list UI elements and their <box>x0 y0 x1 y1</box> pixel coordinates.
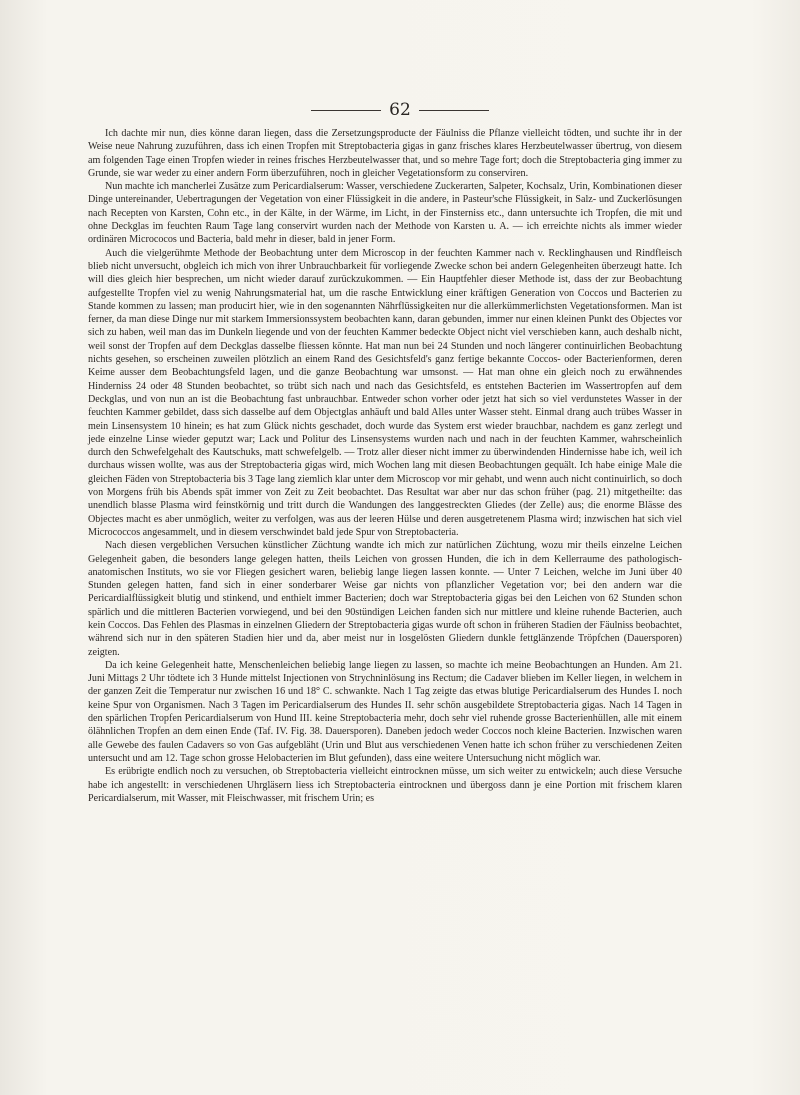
paragraph: Nach diesen vergeblichen Versuchen künstlicher Züchtung wandte ich mich zur natürlichen Züchtung, wozu mir theils einzelne Leichen Gelegenheit gaben, die besonders lange gelegen hatten, theils Leichen von grossen Hunden, die ich in dem Kellerraume des pathologisch-anatomischen Instituts, wo sie vor Fliegen gesichert waren, beliebig lange liegen lassen konnte. — Unter 7 Leichen, welche im Juni über 40 Stunden gelegen hatten, fand sich in einer sonderbarer Weise gar nichts von pflanzlicher Vegetation vor; bei den andern war die Pericardialflüssigkeit blutig und stinkend, und enthielt immer Bacterien; doch war Streptobacteria gigas bei den Leichen von 62 Stunden schon spärlich und die mittleren Bacterien vorwiegend, und bei den 90stündigen Leichen fanden sich nur mittlere und kleine ruhende Bacterien, auch kein Coccos. Das Fehlen des Plasmas in einzelnen Gliedern der Streptobacteria gigas wurde oft schon in früheren Stadien der Fäulniss beobachtet, während sich nur in den späteren Stadien hier und da, aber meist nur in losgelösten Gliedern dunkle fettglänzende Tröpfchen (Dauersporen) zeigten. <box>88 540 682 658</box>
page-header <box>0 100 800 120</box>
page-number: 62 <box>389 100 411 120</box>
paragraph: Ich dachte mir nun, dies könne daran liegen, dass die Zersetzungsproducte der Fäulniss die Pflanze vielleicht tödten, und suchte ihr in der Weise neue Nahrung zuzuführen, dass ich einen Tropfen mit Streptobacteria gigas in ganz frisches klares Herzbeutelwasser übertrug, von diesem am folgenden Tage einen Tropfen wieder in reines frisches Herzbeutelwasser that, und so mehre Tage fort; doch die Streptobacteria ging immer zu Grunde, sie war weder zu einer andern Form überzuführen, noch in gleicher Vegetationsform zu conserviren. <box>88 128 682 179</box>
header-rule-right <box>419 110 489 111</box>
body-text <box>88 127 682 805</box>
paragraph: Nun machte ich mancherlei Zusätze zum Pericardialserum: Wasser, verschiedene Zuckerarten, Salpeter, Kochsalz, Urin, Kombinationen dieser Dinge untereinander, Uebertragungen der Vegetation von einer Flüssigkeit in die andere, in Pasteur'sche Flüssigkeit, in Salz- und Zuckerlösungen nach Recepten von Karsten, Cohn etc., in der Kälte, in der Wärme, im Licht, in der Finsterniss etc., dann untersuchte ich Tropfen, die mit und ohne Deckglas im feuchten Raum Tage lang conservirt wurden nach der Methode von Karsten u. A. — ich erreichte nichts als immer wieder ordinären Micrococos und Bacteria, bald mehr in dieser, bald in jener Form. <box>88 181 682 246</box>
paragraph: Es erübrigte endlich noch zu versuchen, ob Streptobacteria vielleicht eintrocknen müsse, um sich weiter zu entwickeln; auch diese Versuche habe ich angestellt: in verschiedenen Uhrgläsern liess ich Streptobacteria eintrocknen und übergoss dann je eine Portion mit frischem klaren Pericardialserum, mit Wasser, mit Fleischwasser, mit frischem Urin; es <box>88 766 682 804</box>
paragraph: Auch die vielgerühmte Methode der Beobachtung unter dem Microscop in der feuchten Kammer nach v. Recklinghausen und Rindfleisch blieb nicht unversucht, obgleich ich mich von ihrer Unbrauchbarkeit für vorliegende Zwecke schon bei andern Gelegenheiten überzeugt hatte. Ich will dies gleich hier besprechen, um nicht wieder darauf zurückzukommen. — Ein Hauptfehler dieser Methode ist, dass der zur Beobachtung aufgestellte Tropfen viel zu wenig Nahrungsmaterial hat, um die rasche Entwicklung einer kräftigen Generation von Coccos und Bacterien zu Stande kommen zu lassen; man producirt hier, wie in den sogenannten Nährflüssigkeiten nur die allerkümmerlichsten Vegetationsformen. Man ist ferner, da man diese Dinge nur mit starkem Immersionssystem beobachten kann, daran gebunden, immer nur einen kleinen Punkt des Objectes vor sich zu haben, weil man das im Dunkeln liegende und von der feuchten Kammer bedeckte Object nicht viel verschieben kann, auch deshalb nicht, weil sonst der Tropfen auf dem Deckglas dasselbe fliessen könnte. Hat man nun bei 24 Stunden und noch längerer continuirlichen Beobachtung nichts gesehen, so erscheinen zuweilen plötzlich an einem Rand des Gesichtsfeld's ganz fertige bekannte Coccos- oder Bacterienformen, deren Keime ausser dem Beobachtungsfeld lagen, und die ganze Beobachtung war umsonst. — Hat man ohne ein gleich noch zu erwähnendes Hinderniss 24 oder 48 Stunden beobachtet, so trübt sich nach und nach das Gesichtsfeld, es entstehen Bacterien im Wassertropfen auf dem Deckglas, und von nun an ist die Beobachtung fast unbrauchbar. Entweder schon vorher oder jetzt hat sich so viel verdunstetes Wasser in der feuchten Kammer gebildet, dass sich dasselbe auf dem Objectglas anhäuft und bald Alles unter Wasser steht. Einmal drang auch trübes Wasser in mein Linsensystem 10 hinein; es hat zum Glück nichts geschadet, doch wurde das System erst wieder brauchbar, nachdem es ganz zerlegt und jede einzelne Linse wieder geputzt war; Lack und Politur des Linsensystems wurden nach und nach in der feuchten Kammer, wahrscheinlich durch den Schwefelgehalt des Kautschuks, matt schwefelgelb. — Trotz aller dieser nicht immer zu überwindenden Hindernisse habe ich, weil ich durchaus wissen wollte, was aus der Streptobacteria gigas wird, mich Wochen lang mit diesen Beobachtungen gequält. Ich habe einige Male die gleichen Fäden von Streptobacteria bis 3 Tage lang ziemlich klar unter dem Microscop vor mir gehabt, und wenn auch nicht continuirlich, so doch von Morgens früh bis Abends spät immer von Zeit zu Zeit beobachtet. Das Resultat war aber nur das schon früher (pag. 21) mitgetheilte: das unendlich blasse Plasma wird feinstkörnig und tritt durch die Wandungen des langgestreckten Gliedes (der Zelle) aus; die enorme Blässe des Objectes macht es aber unmöglich, weiter zu verfolgen, was aus der leeren Hülse und deren ausgetretenem Plasma wird; inzwischen hat sich viel Micrococcos angesammelt, und in diesem verschwindet bald jede Spur von Streptobacteria. <box>88 247 682 538</box>
header-rule-left <box>311 110 381 111</box>
paragraph: Da ich keine Gelegenheit hatte, Menschenleichen beliebig lange liegen zu lassen, so machte ich meine Beobachtungen an Hunden. Am 21. Juni Mittags 2 Uhr tödtete ich 3 Hunde mittelst Injectionen von Strychninlösung ins Rectum; die Cadaver blieben im Keller liegen, in welchem in der ganzen Zeit die Temperatur nur zwischen 16 und 18° C. schwankte. Nach 1 Tag zeigte das etwas blutige Pericardialserum des Hundes I. noch keine Spur von Organismen. Nach 3 Tagen im Pericardialserum des Hundes II. sehr schön ausgebildete Streptobacteria gigas. Nach 14 Tagen in den spärlichen Tropfen Pericardialserum von Hund III. keine Streptobacteria mehr, doch sehr viel ruhende grosse Bacterienhüllen, alle mit einem ölähnlichen Tropfen an dem einen Ende (Taf. IV. Fig. 38. Dauersporen). Daneben jedoch weder Coccos noch kleine Bacterien. Inzwischen waren alle Gewebe des faulen Cadavers so von Gas aufgebläht (Urin und Blut aus verschiedenen Venen hatte ich schon früher zu verschiedenen Zeiten untersucht und am 12. Tage schon grosse Helobacterien im Blut gefunden), dass eine weitere Untersuchung nicht möglich war. <box>88 659 682 764</box>
